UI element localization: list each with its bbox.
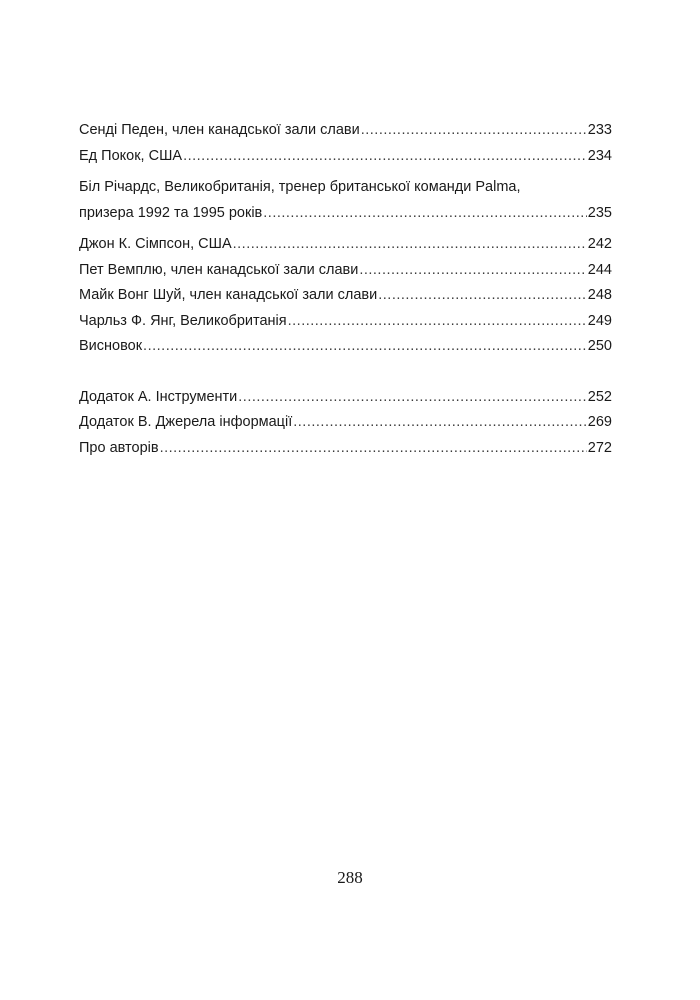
toc-entry-page: 244 xyxy=(587,261,612,278)
toc-entry xyxy=(79,144,612,170)
table-of-contents xyxy=(79,118,612,461)
toc-entry-title: Додаток В. Джерела інформації xyxy=(79,414,293,430)
toc-entry-page: 233 xyxy=(587,122,612,138)
toc-entry xyxy=(79,436,612,462)
toc-entry-page: 242 xyxy=(587,236,612,252)
toc-entry xyxy=(79,385,612,411)
toc-entry xyxy=(79,118,612,144)
toc-group-appendices xyxy=(79,385,612,462)
toc-entry-page: 269 xyxy=(587,414,612,430)
dot-leader xyxy=(359,258,586,284)
toc-entry xyxy=(79,232,612,258)
toc-entry xyxy=(79,309,612,335)
toc-entry-title: Додаток А. Інструменти xyxy=(79,388,238,405)
toc-entry-title: Джон К. Сімпсон, США xyxy=(79,236,232,252)
toc-entry-page: 249 xyxy=(587,312,612,329)
toc-entry-title: Чарльз Ф. Янг, Великобританія xyxy=(79,312,287,329)
dot-leader xyxy=(361,118,587,144)
toc-entry-page: 235 xyxy=(587,204,612,221)
page-number: 288 xyxy=(337,868,363,887)
dot-leader xyxy=(288,309,587,335)
dot-leader xyxy=(143,334,587,360)
toc-entry-title: Пет Вемплю, член канадської зали слави xyxy=(79,261,359,278)
dot-leader xyxy=(263,201,587,227)
toc-entry-title: Ед Покок, США xyxy=(79,147,183,164)
toc-entry-title: Висновок xyxy=(79,338,143,354)
toc-entry-title-line: Біл Річардс, Великобританія, тренер британської команди Palma, xyxy=(79,179,521,195)
toc-entry-title: Про авторів xyxy=(79,439,159,456)
toc-entry-title: призера 1992 та 1995 років xyxy=(79,204,263,221)
toc-entry xyxy=(79,283,612,309)
dot-leader xyxy=(160,436,587,462)
toc-entry xyxy=(79,175,612,226)
toc-entry-page: 252 xyxy=(587,388,612,405)
toc-entry-title: Сенді Педен, член канадської зали слави xyxy=(79,122,360,138)
dot-leader xyxy=(183,144,587,170)
dot-leader xyxy=(293,410,587,436)
toc-entry xyxy=(79,334,612,360)
dot-leader xyxy=(378,283,587,309)
toc-entry-page: 248 xyxy=(587,287,612,303)
toc-entry-page: 250 xyxy=(587,338,612,354)
toc-entry-page: 234 xyxy=(587,147,612,164)
toc-entry-page: 272 xyxy=(587,439,612,456)
toc-entry xyxy=(79,258,612,284)
toc-entry-title: Майк Вонг Шуй, член канадської зали слави xyxy=(79,287,378,303)
toc-entry xyxy=(79,410,612,436)
dot-leader xyxy=(238,385,587,411)
toc-group-main xyxy=(79,118,612,360)
dot-leader xyxy=(233,232,587,258)
